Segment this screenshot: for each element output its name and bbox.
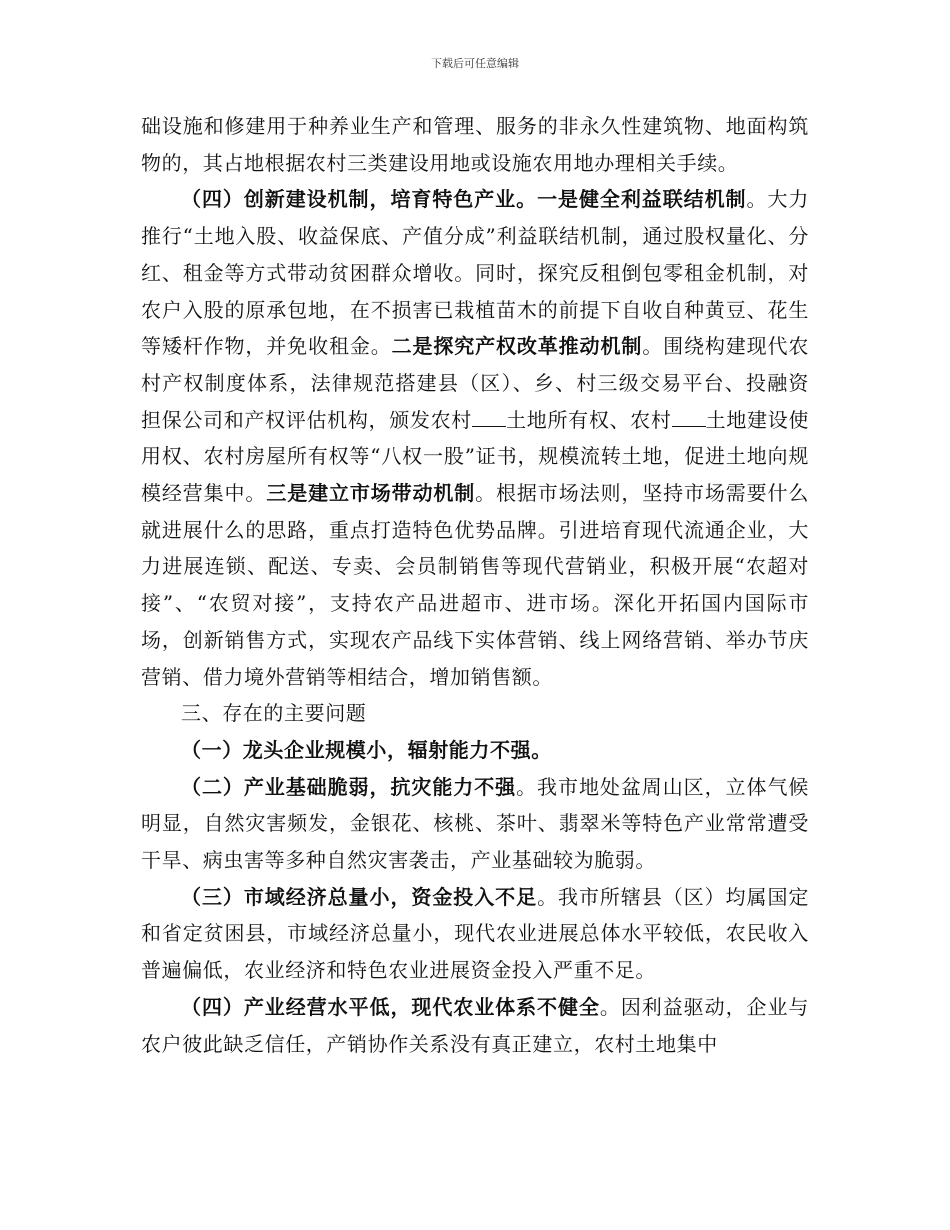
paragraph-innovation-mechanism — [141, 181, 809, 695]
paragraph-text: 。因利益驱动，企业与农户彼此缺乏信任，产销协作关系没有真正建立，农村土地集中 — [141, 994, 810, 1056]
document-body — [141, 108, 809, 1062]
section-heading: （四）创新建设机制，培育特色产业。 — [181, 187, 538, 212]
paragraph-text: 。我市所辖县（区）均属国定和省定贫困县，市域经济总量小，现代农业进展总体水平较低，农民收入普遍偏低，农业经济和特色农业进展资金投入严重不足。 — [141, 884, 809, 983]
paragraph-text: 。大力推行“土地入股、收益保底、产值分成”利益联结机制，通过股权量化、分红、租金等方式带动贫困群众增收。同时，探究反租倒包零租金机制，对农户入股的原承包地，在不损害已栽植苗木的前提下自收自种黄豆、花生等矮杆作物，并免收租金。 — [141, 187, 810, 359]
page-header: 下载后可任意编辑 — [431, 57, 519, 70]
paragraph-text: 。围绕构建现代农村产权制度体系，法律规范搭建县（区）、乡、村三级交易平台、投融资担保公司和产权评估机构，颁发农村 — [141, 334, 810, 432]
problem-heading: （一）龙头企业规模小，辐射能力不强。 — [181, 737, 552, 762]
paragraph-text: 。我市地处盆周山区，立体气候明显，自然灾害频发，金银花、核桃、茶叶、翡翠米等特色产业常常遭受干旱、病虫害等多种自然灾害袭击，产业基础较为脆弱。 — [141, 774, 809, 873]
paragraph-text: 。根据市场法则，坚持市场需要什么就进展什么的思路，重点打造特色优势品牌。引进培育现代流通企业，大力进展连锁、配送、专卖、会员制销售等现代营销业，积极开展“农超对接”、“农贸对接”，支持农产品进超市、进市场。深化开拓国内国际市场，创新销售方式，实现农产品线下实体营销、线上网络营销、举办节庆营销、借力境外营销等相结合，增加销售额。 — [141, 481, 810, 689]
paragraph-problem-1 — [141, 732, 809, 769]
subheading-property-reform: 二是探究产权改革推动机制 — [391, 334, 643, 359]
paragraph-problem-3 — [141, 879, 809, 989]
paragraph-infrastructure — [141, 108, 809, 181]
subheading-interest-linkage: 一是健全利益联结机制 — [537, 187, 747, 212]
blank-underline — [472, 410, 506, 427]
problem-heading: （四）产业经营水平低，现代农业体系不健全 — [181, 994, 600, 1019]
paragraph-problem-2 — [141, 769, 809, 879]
problem-heading: （二）产业基础脆弱，抗灾能力不强 — [181, 774, 517, 799]
subheading-market-driven: 三是建立市场带动机制 — [266, 481, 476, 506]
paragraph-text: 础设施和修建用于种养业生产和管理、服务的非永久性建筑物、地面构筑物的，其占地根据农村三类建设用地或设施农用地办理相关手续。 — [141, 114, 809, 175]
paragraph-text: 土地所有权、农村 — [505, 407, 672, 432]
paragraph-problem-4 — [141, 989, 809, 1062]
section-title-main-problems: 三、存在的主要问题 — [181, 701, 367, 726]
problem-heading: （三）市域经济总量小，资金投入不足 — [181, 884, 538, 909]
paragraph-text: 土地建设使用权、农村房屋所有权等“八权一股”证书，规模流转土地，促进土地向规模经营集中。 — [141, 407, 809, 506]
blank-underline — [672, 410, 706, 427]
